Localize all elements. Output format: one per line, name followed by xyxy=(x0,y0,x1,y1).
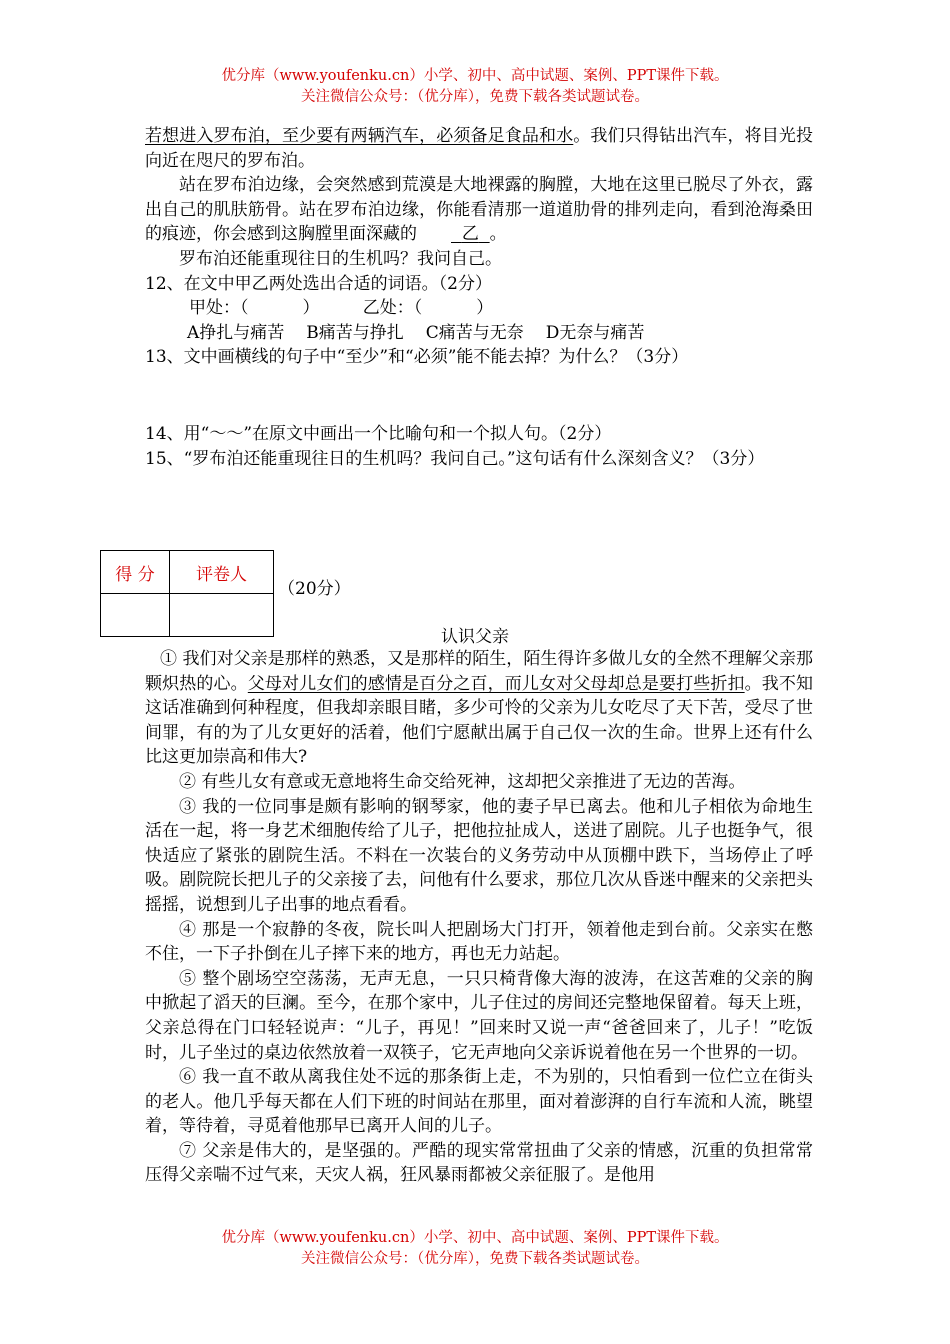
page-footer xyxy=(0,1228,950,1270)
section-points: （20分） xyxy=(278,579,351,599)
option-c: C痛苦与无奈 xyxy=(425,322,524,343)
underlined-sentence: 父母对儿女们的感情是百分之百，而儿女对父母却总是要打些折扣 xyxy=(247,673,745,694)
paragraph-text: 。 xyxy=(489,224,507,245)
passage-1-paragraph-1 xyxy=(145,124,813,173)
grader-header: 评卷人 xyxy=(170,551,274,594)
passage-title: 认识父亲 xyxy=(441,627,509,647)
option-d: D无奈与痛苦 xyxy=(545,322,645,343)
question-15: 15、“罗布泊还能重现往日的生机吗？我问自己。”这句话有什么深刻含义？（3分） xyxy=(145,448,765,469)
question-12: 12、在文中甲乙两处选出合适的词语。（2分） xyxy=(145,273,492,294)
passage-2-paragraph-4: ④ 那是一个寂静的冬夜，院长叫人把剧场大门打开，领着他走到台前。父亲实在憋不住，一下子扑倒在儿子摔下来的地方，再也无力站起。 xyxy=(145,919,813,965)
question-13: 13、文中画横线的句子中“至少”和“必须”能不能去掉？为什么？（3分） xyxy=(145,347,689,368)
answer-space xyxy=(145,370,813,422)
passage-2-paragraph-7: ⑦ 父亲是伟大的，是坚强的。严酷的现实常常扭曲了父亲的情感，沉重的负担常常压得父亲喘不过气来，天灾人祸，狂风暴雨都被父亲征服了。是他用 xyxy=(145,1140,813,1186)
passage-2-paragraph-1 xyxy=(145,647,813,770)
question-12-blanks: 甲处：（ ） 乙处：（ ） xyxy=(189,298,494,319)
score-header: 得 分 xyxy=(101,551,170,594)
passage-2-paragraph-5: ⑤ 整个剧场空空荡荡，无声无息，一只只椅背像大海的波涛，在这苦难的父亲的胸中掀起了滔天的巨澜。至今，在那个家中，儿子住过的房间还完整地保留着。每天上班，父亲总得在门口轻轻说声：“儿子，再见！”回来时又说一声“爸爸回来了，儿子！”吃饭时，儿子坐过的桌边依然放着一双筷子，它无声地向父亲诉说着他在另一个世界的一切。 xyxy=(145,968,813,1063)
paragraph-text: 站在罗布泊边缘，会突然感到荒漠是大地裸露的胸膛，大地在这里已脱尽了外衣，露出自己的肌肤筋骨。站在罗布泊边缘，你能看清那一道道肋骨的排列走向，看到沧海桑田的痕迹，你会感到这胸膛里面深藏的 xyxy=(145,175,813,245)
option-a: A挣扎与痛苦 xyxy=(187,322,285,343)
passage-1-paragraph-3: 罗布泊还能重现往日的生机吗？我问自己。 xyxy=(179,248,502,269)
page-header xyxy=(0,66,950,108)
footer-line-1: 优分库（www.youfenku.cn）小学、初中、高中试题、案例、PPT课件下载。 xyxy=(221,1230,729,1246)
question-14: 14、用“～～”在原文中画出一个比喻句和一个拟人句。（2分） xyxy=(145,423,612,444)
question-12-options xyxy=(145,321,813,346)
blank-yi xyxy=(417,222,490,247)
passage-1-paragraph-2 xyxy=(145,173,813,247)
header-line-2: 关注微信公众号：（优分库），免费下载各类试题试卷。 xyxy=(301,89,649,105)
paragraph-text: ① 我们对父亲是那样的熟悉，又是那样的陌生，陌生得许多做儿女的全然不理解父亲那颗炽热的心。 xyxy=(145,649,813,694)
paragraph-text: 。我们只得钻出汽车，将目光投向近在咫尺的罗布泊。 xyxy=(145,126,814,171)
passage-2-paragraph-6: ⑥ 我一直不敢从离我住处不远的那条街上走，不为别的，只怕看到一位伫立在街头的老人。他几乎每天都在人们下班的时间站在那里，面对着澎湃的自行车流和人流，眺望着，等待着，寻觅着他那早已离开人间的儿子。 xyxy=(145,1067,813,1137)
paragraph-text: 。我不知这话准确到何种程度，但我却亲眼目睹，多少可怜的父亲为儿女吃尽了天下苦，受尽了世间罪，有的为了儿女更好的活着，他们宁愿献出属于自己仅一次的生命。世界上还有什么比这更加崇高和伟大? xyxy=(145,673,814,768)
option-b: B痛苦与挣扎 xyxy=(306,322,404,343)
blank-label: 乙 xyxy=(461,224,479,245)
passage-2-paragraph-3: ③ 我的一位同事是颇有影响的钢琴家，他的妻子早已离去。他和儿子相依为命地生活在一起，将一身艺术细胞传给了儿子，把他拉扯成人，送进了剧院。儿子也挺争气，很快适应了紧张的剧院生活。不料在一次装台的义务劳动中从顶棚中跌下，当场停止了呼吸。剧院院长把儿子的父亲接了去，问他有什么要求，那位几次从昏迷中醒来的父亲把头摇摇，说想到儿子出事的地点看看。 xyxy=(145,796,813,915)
passage-2-paragraph-2: ② 有些儿女有意或无意地将生命交给死神，这却把父亲推进了无边的苦海。 xyxy=(179,771,746,792)
header-line-1: 优分库（www.youfenku.cn）小学、初中、高中试题、案例、PPT课件下载。 xyxy=(221,68,729,84)
footer-line-2: 关注微信公众号：（优分库），免费下载各类试题试卷。 xyxy=(301,1251,649,1267)
passage-1 xyxy=(145,124,813,471)
underlined-sentence: 若想进入罗布泊，至少要有两辆汽车，必须备足食品和水 xyxy=(145,126,574,146)
passage-2 xyxy=(145,647,813,1188)
